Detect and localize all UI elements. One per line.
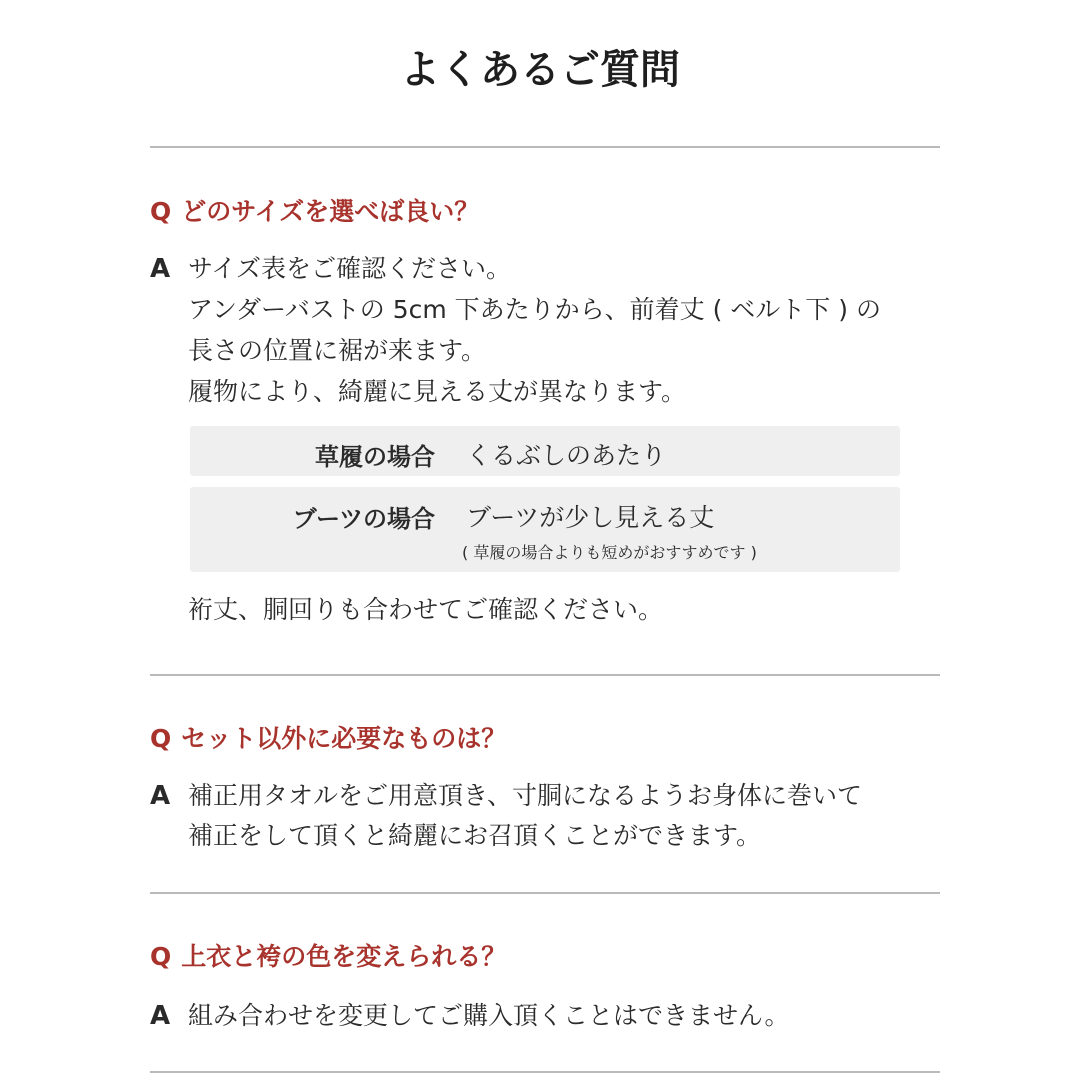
- question-text: どのサイズを選べば良い？: [181, 197, 480, 226]
- faq-answer-2: [150, 776, 862, 812]
- question-text: セット以外に必要なものは？: [181, 724, 507, 753]
- row-value: くるぶしのあたり: [466, 441, 667, 470]
- answer-line: 長さの位置に裾が来ます。: [188, 336, 487, 365]
- divider: [150, 892, 940, 894]
- faq-question-3: [150, 937, 506, 973]
- a-marker: A: [150, 781, 171, 811]
- faq-answer-3: [150, 996, 790, 1032]
- size-table-row: [190, 426, 900, 476]
- divider: [150, 674, 940, 676]
- divider: [150, 146, 940, 148]
- answer-line: 履物により、綺麗に見える丈が異なります。: [188, 377, 687, 406]
- faq-question-1: [150, 192, 479, 228]
- answer-line: 補正をして頂くと綺麗にお召頂くことができます。: [188, 821, 762, 850]
- question-text: 上衣と袴の色を変えられる？: [181, 942, 507, 971]
- row-note: ( 草履の場合よりも短めがおすすめです ): [462, 543, 757, 562]
- answer-line: 補正用タオルをご用意頂き、寸胴になるようお身体に巻いて: [188, 781, 863, 810]
- a-marker: A: [150, 1001, 171, 1031]
- answer-line: 裄丈、胴回りも合わせてご確認ください。: [188, 595, 664, 624]
- faq-answer-1: [150, 249, 511, 285]
- q-marker: Q: [150, 197, 172, 226]
- answer-line: アンダーバストの 5cm 下あたりから、前着丈 ( ベルト下 ) の: [188, 295, 881, 324]
- size-table-row: [190, 487, 900, 572]
- divider: [150, 1071, 940, 1073]
- q-marker: Q: [150, 724, 172, 753]
- q-marker: Q: [150, 942, 172, 971]
- a-marker: A: [150, 254, 171, 284]
- page-title: よくあるご質問: [400, 47, 680, 93]
- answer-line: 組み合わせを変更してご購入頂くことはできません。: [188, 1001, 790, 1030]
- row-label: ブーツの場合: [292, 505, 435, 533]
- faq-question-2: [150, 719, 506, 755]
- row-value: ブーツが少し見える丈: [466, 503, 715, 532]
- row-label: 草履の場合: [315, 443, 435, 471]
- answer-line: サイズ表をご確認ください。: [188, 254, 512, 283]
